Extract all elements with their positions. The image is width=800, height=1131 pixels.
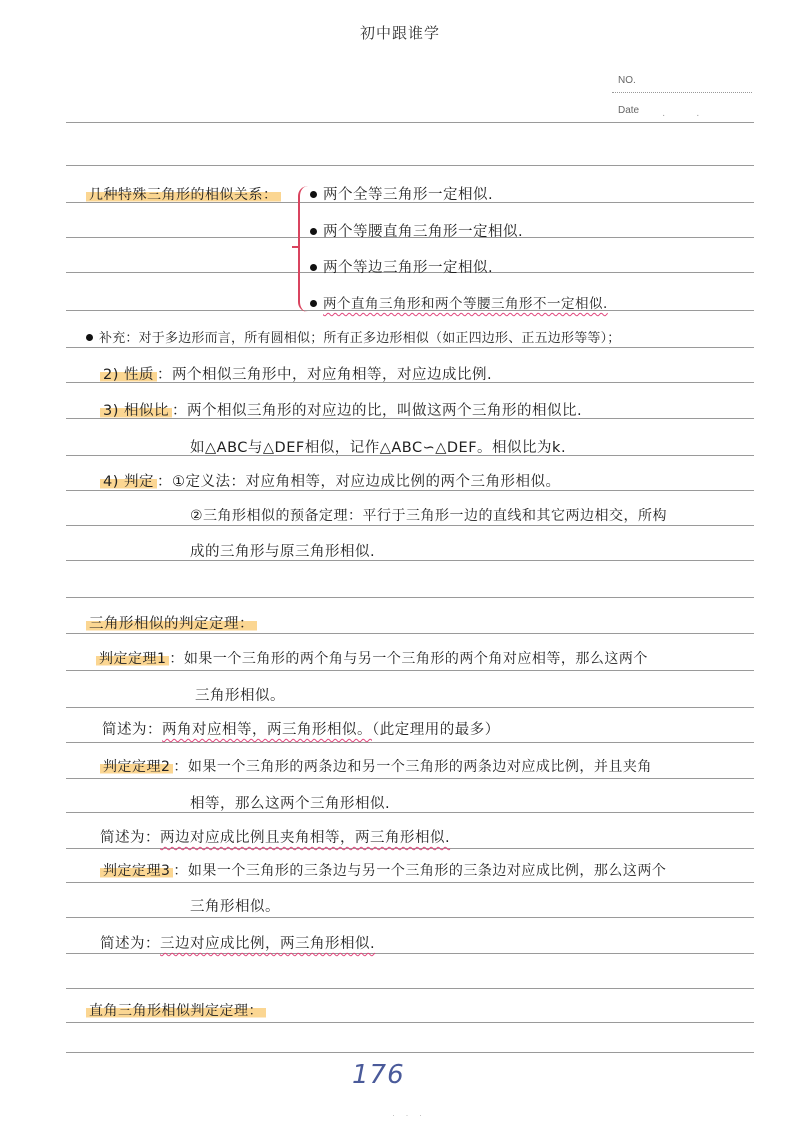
- bullet-icon: [310, 300, 317, 307]
- supplement-note: 补充：对于多边形而言，所有圆相似；所有正多边形相似（如正四边形、正五边形等等）；: [86, 327, 621, 346]
- bullet-icon: [310, 264, 317, 271]
- criteria-item2-line2: 成的三角形与原三角形相似.: [190, 544, 376, 560]
- special-similarity-item: 两个等边三角形一定相似.: [310, 256, 493, 277]
- special-similarity-item: 两个全等三角形一定相似.: [310, 183, 493, 204]
- ruled-line: [66, 122, 754, 123]
- ruled-line: [66, 707, 754, 708]
- summary-3: 简述为：三边对应成比例，两三角形相似.: [100, 936, 376, 952]
- ruled-line: [66, 812, 754, 813]
- theorem-3-line2: 三角形相似。: [190, 899, 280, 915]
- bullet-icon: [310, 228, 317, 235]
- theorem-3-line1: 判定定理3 ：如果一个三角形的三条边与另一个三角形的三条边对应成比例，那么这两个: [100, 860, 666, 880]
- ruled-line: [66, 560, 754, 561]
- page-header: 初中跟谁学: [359, 24, 440, 42]
- bullet-icon: [310, 191, 317, 198]
- footer-dots: · · ·: [392, 1110, 426, 1120]
- special-similarity-item: 两个等腰直角三角形一定相似.: [310, 220, 523, 241]
- ratio-example: 如△ABC与△DEF相似，记作△ABC∽△DEF。相似比为k.: [190, 440, 567, 456]
- summary-2: 简述为：两边对应成比例且夹角相等，两三角形相似.: [100, 830, 451, 846]
- ruled-line: [66, 742, 754, 743]
- ruled-line: [66, 347, 754, 348]
- ruled-line: [66, 1022, 754, 1023]
- ruled-line: [66, 917, 754, 918]
- special-similarity-heading: 几种特殊三角形的相似关系：: [86, 184, 281, 204]
- ruled-line: [66, 165, 754, 166]
- summary-1: 简述为：两角对应相等，两三角形相似。（此定理用的最多）: [102, 722, 500, 738]
- ruled-line: [66, 848, 754, 849]
- ratio-line: 3) 相似比 ：两个相似三角形的对应边的比，叫做这两个三角形的相似比.: [100, 399, 582, 420]
- criteria-item2-line1: ②三角形相似的预备定理：平行于三角形一边的直线和其它两边相交，所构: [190, 508, 668, 524]
- theorem-1-line1: 判定定理1 ：如果一个三角形的两个角与另一个三角形的两个角对应相等，那么这两个: [96, 648, 648, 668]
- ruled-line: [66, 1052, 754, 1053]
- property-line: 2) 性质 ：两个相似三角形中，对应角相等，对应边成比例.: [100, 363, 492, 384]
- brace-tip: [292, 246, 300, 248]
- notebook-no-label: NO.: [618, 75, 636, 86]
- ruled-line: [66, 778, 754, 779]
- ruled-line: [66, 525, 754, 526]
- page-number: 176: [352, 1060, 405, 1090]
- theorem-2-line1: 判定定理2 ：如果一个三角形的两条边和另一个三角形的两条边对应成比例，并且夹角: [100, 756, 652, 776]
- bullet-icon: [86, 334, 93, 341]
- ruled-line: [66, 988, 754, 989]
- right-triangle-heading: 直角三角形相似判定定理：: [86, 1000, 266, 1020]
- ruled-line: [66, 953, 754, 954]
- notebook-date-dots: · ·: [662, 110, 714, 121]
- theorem-1-line2: 三角形相似。: [195, 688, 285, 704]
- ruled-line: [66, 597, 754, 598]
- ruled-line: [66, 882, 754, 883]
- theorem-2-line2: 相等，那么这两个三角形相似.: [190, 796, 391, 812]
- notebook-no-line: [612, 92, 752, 93]
- ruled-line: [66, 670, 754, 671]
- theorems-heading: 三角形相似的判定定理：: [86, 612, 257, 633]
- special-similarity-item: 两个直角三角形和两个等腰三角形不一定相似.: [310, 292, 608, 312]
- criteria-line: 4) 判定 ：①定义法：对应角相等，对应边成比例的两个三角形相似。: [100, 470, 561, 491]
- ruled-line: [66, 633, 754, 634]
- notebook-date-label: Date: [618, 105, 640, 116]
